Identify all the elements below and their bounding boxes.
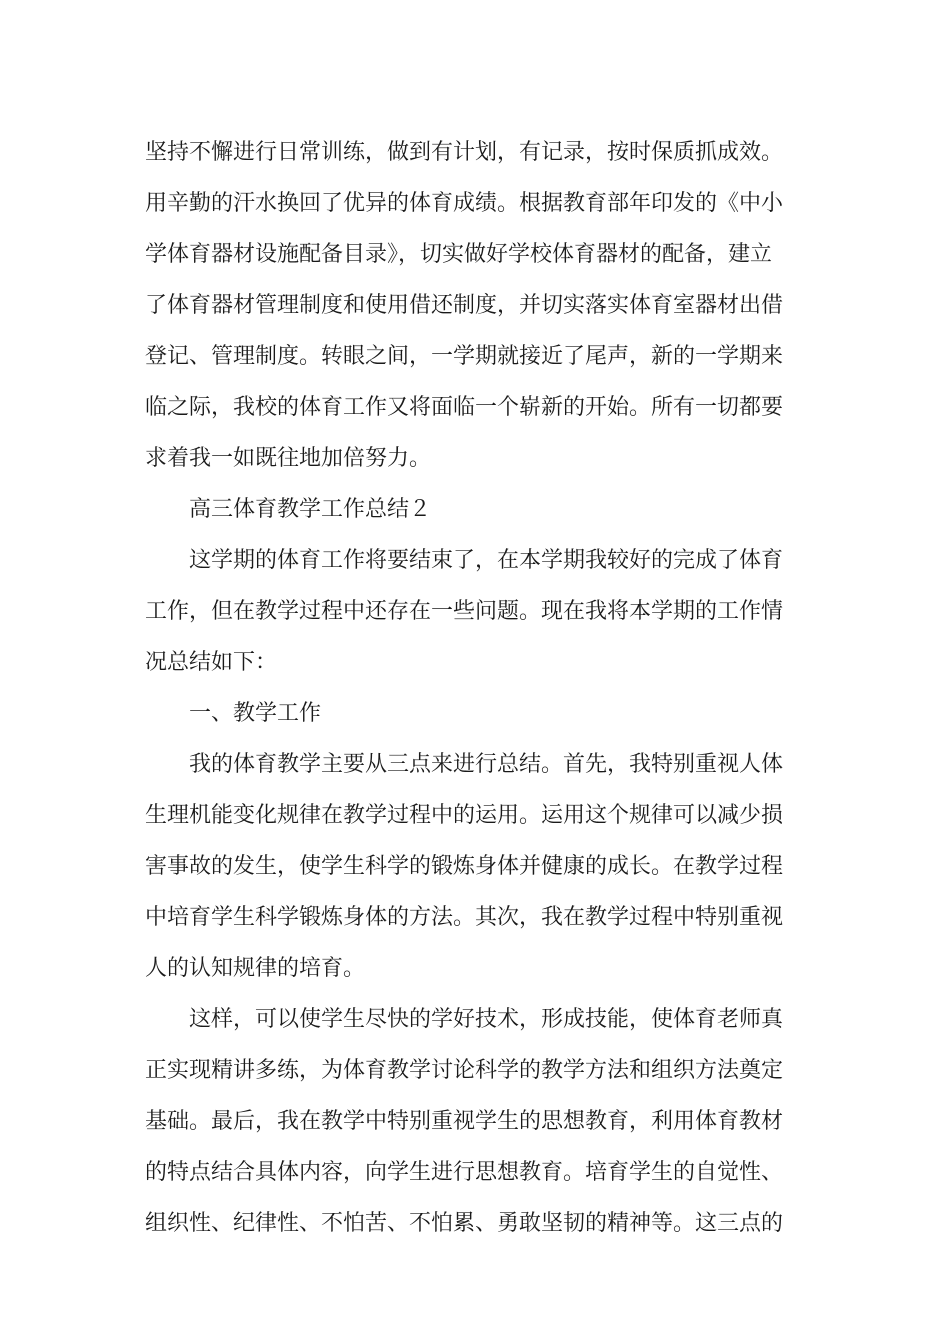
text-line: 组织性、纪律性、不怕苦、不怕累、勇敢坚韧的精神等。这三点的 (145, 1211, 784, 1236)
text-line: 这学期的体育工作将要结束了，在本学期我较好的完成了体育 (189, 548, 784, 573)
text-line: 用辛勤的汗水换回了优异的体育成绩。根据教育部年印发的《中小 (145, 191, 784, 216)
section-heading (145, 688, 805, 739)
body-paragraph (145, 739, 805, 994)
text-line: 中培育学生科学锻炼身体的方法。其次，我在教学过程中特别重视 (145, 905, 784, 930)
text-line: 人的认知规律的培育。 (145, 956, 366, 981)
text-line: 况总结如下： (145, 650, 278, 675)
text-line: 临之际，我校的体育工作又将面临一个崭新的开始。所有一切都要 (145, 395, 784, 420)
section-heading (145, 484, 805, 535)
text-line: 这样，可以使学生尽快的学好技术，形成技能，使体育老师真 (189, 1007, 784, 1032)
text-line: 学体育器材设施配备目录》，切实做好学校体育器材的配备，建立 (145, 242, 773, 267)
text-line: 害事故的发生，使学生科学的锻炼身体并健康的成长。在教学过程 (145, 854, 784, 879)
text-line: 坚持不懈进行日常训练，做到有计划，有记录，按时保质抓成效。 (145, 140, 784, 165)
text-line: 一、教学工作 (189, 701, 322, 726)
text-line: 求着我一如既往地加倍努力。 (145, 446, 432, 471)
text-line: 基础。最后，我在教学中特别重视学生的思想教育，利用体育教材 (145, 1109, 784, 1134)
text-line: 生理机能变化规律在教学过程中的运用。运用这个规律可以减少损 (145, 803, 784, 828)
text-line: 正实现精讲多练，为体育教学讨论科学的教学方法和组织方法奠定 (145, 1058, 784, 1083)
body-paragraph (145, 535, 805, 688)
text-line: 我的体育教学主要从三点来进行总结。首先，我特别重视人体 (189, 752, 784, 777)
document-body (145, 127, 805, 1249)
text-line: 了体育器材管理制度和使用借还制度，并切实落实体育室器材出借 (145, 293, 784, 318)
text-line: 登记、管理制度。转眼之间，一学期就接近了尾声，新的一学期来 (145, 344, 784, 369)
text-line: 工作，但在教学过程中还存在一些问题。现在我将本学期的工作情 (145, 599, 784, 624)
body-paragraph (145, 994, 805, 1249)
text-line: 高三体育教学工作总结２ (189, 497, 432, 522)
text-line: 的特点结合具体内容，向学生进行思想教育。培育学生的自觉性、 (145, 1160, 784, 1185)
body-paragraph (145, 127, 805, 484)
